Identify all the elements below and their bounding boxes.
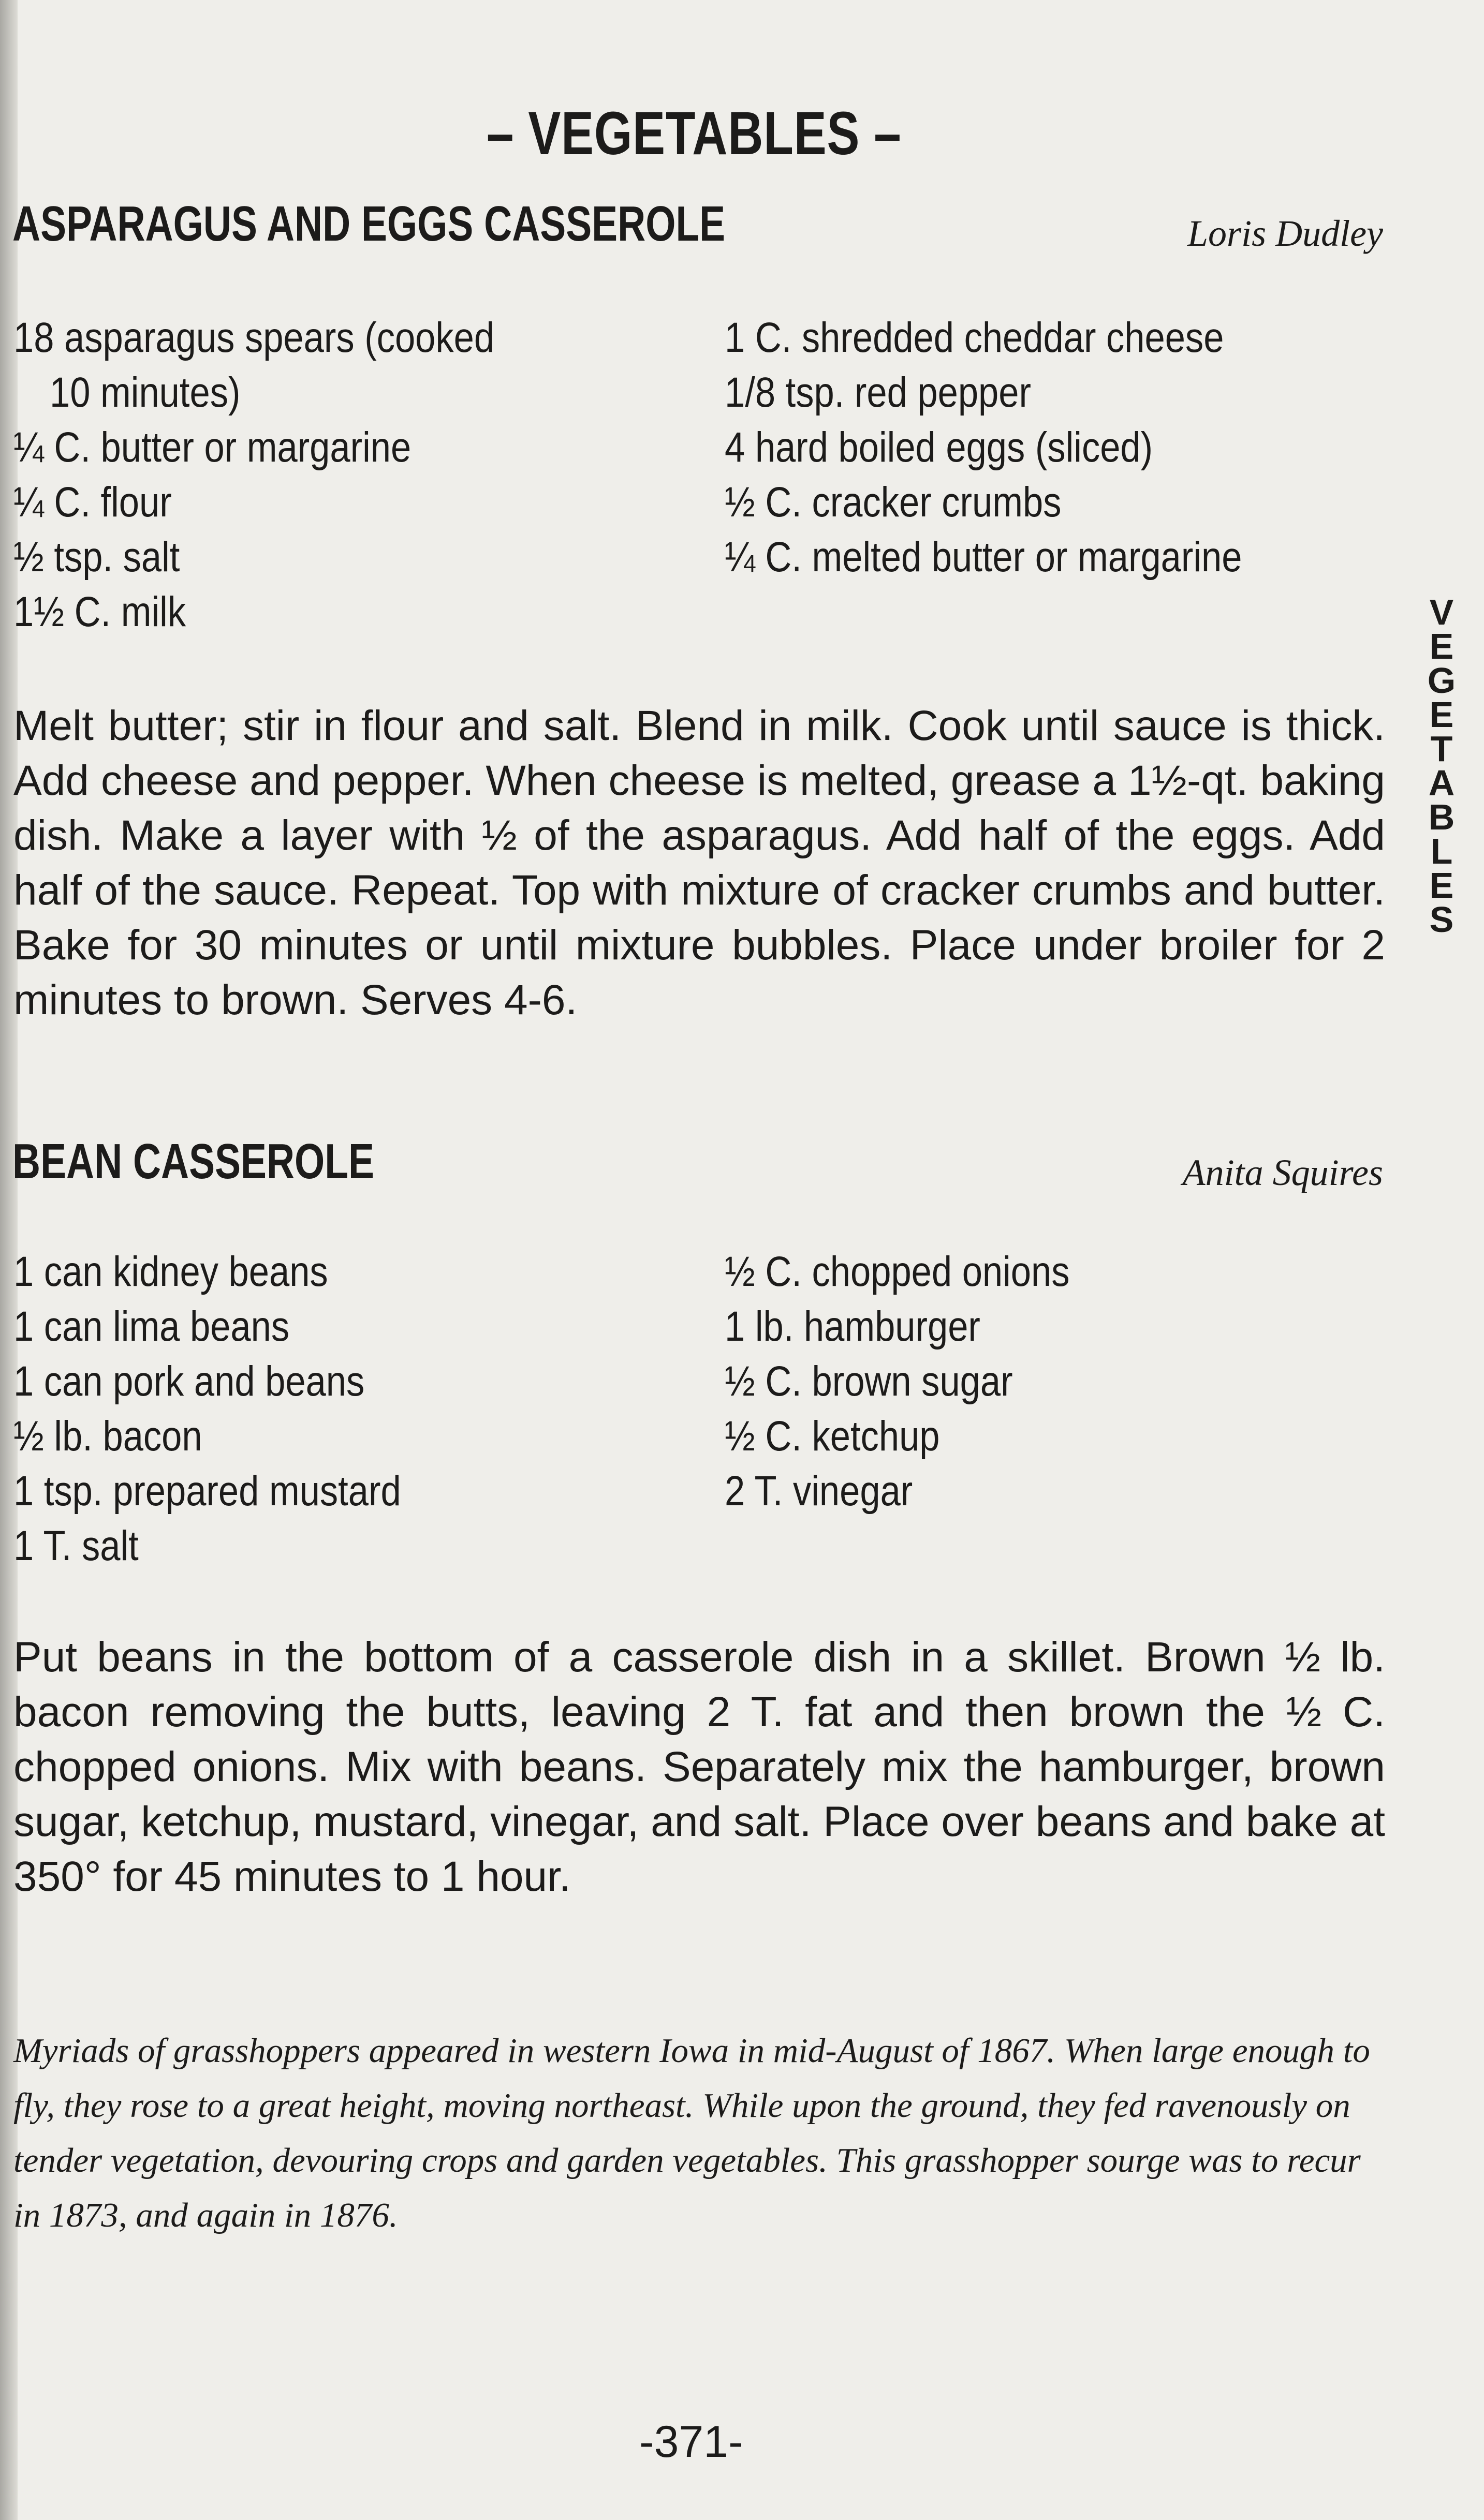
- side-tab-letter: G: [1427, 660, 1456, 701]
- ingredient-line: ½ C. ketchup: [725, 1413, 940, 1460]
- recipe-title-asparagus: ASPARAGUS AND EGGS CASSEROLE: [12, 196, 726, 251]
- ingredients-right-asparagus: [725, 310, 1326, 585]
- recipe-author-asparagus: Loris Dudley: [1187, 213, 1383, 254]
- ingredient-line: 1½ C. milk: [13, 588, 186, 635]
- ingredient-line: ½ C. chopped onions: [725, 1248, 1070, 1295]
- side-tab-letter: E: [1429, 865, 1454, 906]
- page-number: -371-: [639, 2417, 743, 2467]
- ingredient-line: 10 minutes): [50, 369, 241, 416]
- directions-bean: Put beans in the bottom of a casserole dish in a skillet. Brown ½ lb. bacon removing the butts, leaving 2 T. fat and then brown the ½ C. chopped onions. Mix with beans. Separately mix the hamburger, brown sugar, ketchup, mustard, vinegar, and salt. Place over beans and bake at 350° for 45 minutes to 1 hour.: [13, 1634, 1385, 1900]
- ingredient-line: ½ tsp. salt: [13, 533, 180, 581]
- ingredient-line: 1 tsp. prepared mustard: [13, 1467, 401, 1515]
- side-tab-letter: A: [1428, 763, 1455, 803]
- ingredients-left-bean: [13, 1244, 464, 1574]
- historical-note: Myriads of grasshoppers appeared in western Iowa in mid-August of 1867. When large enough to fly, they rose to a great height, moving northeast. While upon the ground, they fed ravenously on tender vegetation, devouring crops and garden vegetables. This grasshopper sourge was to recur in 1873, and again in 1876.: [13, 2032, 1370, 2234]
- ingredient-line: ¼ C. melted butter or margarine: [725, 533, 1242, 581]
- ingredient-line: 1/8 tsp. red pepper: [725, 369, 1031, 416]
- ingredient-line: 1 can kidney beans: [13, 1248, 328, 1295]
- side-tab-letter: T: [1430, 729, 1453, 769]
- side-tab-vegetables: [1416, 592, 1467, 940]
- side-tab-letter: E: [1429, 626, 1454, 666]
- section-title: – VEGETABLES –: [487, 99, 902, 168]
- side-tab-letter: B: [1428, 797, 1455, 837]
- ingredient-line: 1 lb. hamburger: [725, 1303, 980, 1350]
- ingredient-line: 1 can pork and beans: [13, 1358, 365, 1405]
- ingredient-line: ½ C. brown sugar: [725, 1358, 1013, 1405]
- side-tab-letter: S: [1429, 899, 1454, 940]
- ingredient-line: 18 asparagus spears (cooked: [13, 314, 495, 361]
- ingredients-right-bean: [725, 1244, 1126, 1519]
- ingredient-line: 1 C. shredded cheddar cheese: [725, 314, 1224, 361]
- side-tab-letter: E: [1429, 694, 1454, 735]
- side-tab-letter: L: [1430, 831, 1453, 871]
- ingredient-line: ¼ C. flour: [13, 479, 172, 526]
- recipe-author-bean: Anita Squires: [1182, 1152, 1383, 1193]
- ingredient-line: 2 T. vinegar: [725, 1467, 913, 1515]
- ingredient-line: 4 hard boiled eggs (sliced): [725, 424, 1153, 471]
- recipe-title-bean: BEAN CASSEROLE: [12, 1134, 374, 1189]
- ingredient-line: ½ lb. bacon: [13, 1413, 202, 1460]
- ingredient-line: 1 T. salt: [13, 1522, 139, 1569]
- side-tab-letter: V: [1429, 592, 1454, 632]
- ingredient-line: ½ C. cracker crumbs: [725, 479, 1062, 526]
- ingredients-left-asparagus: [13, 310, 572, 640]
- ingredient-line: 1 can lima beans: [13, 1303, 290, 1350]
- ingredient-line: ¼ C. butter or margarine: [13, 424, 412, 471]
- directions-asparagus: Melt butter; stir in flour and salt. Blend in milk. Cook until sauce is thick. Add cheese and pepper. When cheese is melted, grease a 1½-qt. baking dish. Make a layer with ½ of the asparagus. Add half of the eggs. Add half of the sauce. Repeat. Top with mixture of cracker crumbs and butter. Bake for 30 minutes or until mixture bubbles. Place under broiler for 2 minutes to brown. Serves 4-6.: [13, 702, 1385, 1024]
